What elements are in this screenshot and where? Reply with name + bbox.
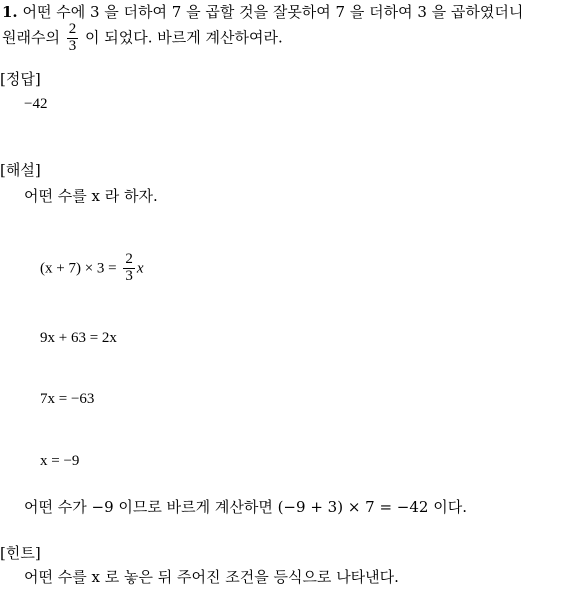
equation-1 [40,252,144,285]
fraction-denominator: 3 [68,37,77,54]
solution-heading: [해설] [0,161,41,179]
equation-1-right: x [136,260,144,277]
answer-heading: [정답] [0,70,41,88]
solution-conclusion: 어떤 수가 −9 이므로 바르게 계산하면 (−9 + 3) × 7 = −42 이다. [24,498,467,516]
equation-2: 9x + 63 = 2x [40,330,117,346]
problem-line-2 [2,22,283,55]
fraction-numerator: 2 [125,251,133,267]
fraction-denominator: 3 [125,267,133,284]
problem-text-line-1: 어떤 수에 3 을 더하여 7 을 곱할 것을 잘못하여 7 을 더하여 3 을 곱하였더니 [22,3,524,21]
fraction-numerator: 2 [68,21,77,37]
equation-1-left: (x + 7) × 3 = [40,260,117,277]
problem-text-line-2-prefix: 원래수의 [2,28,60,47]
equation-4: x = −9 [40,453,80,469]
hint-heading: [힌트] [0,544,41,562]
hint-text: 어떤 수를 x 로 놓은 뒤 주어진 조건을 등식으로 나타낸다. [24,568,399,586]
equation-1-fraction [123,252,135,285]
problem-fraction [67,22,79,55]
problem-line-1 [2,5,523,20]
solution-intro: 어떤 수를 x 라 하자. [24,187,158,205]
equation-3: 7x = −63 [40,391,95,407]
answer-value: −42 [24,96,48,112]
problem-number: 1. [2,3,18,21]
problem-text-line-2-suffix: 이 되었다. 바르게 계산하여라. [85,28,283,47]
